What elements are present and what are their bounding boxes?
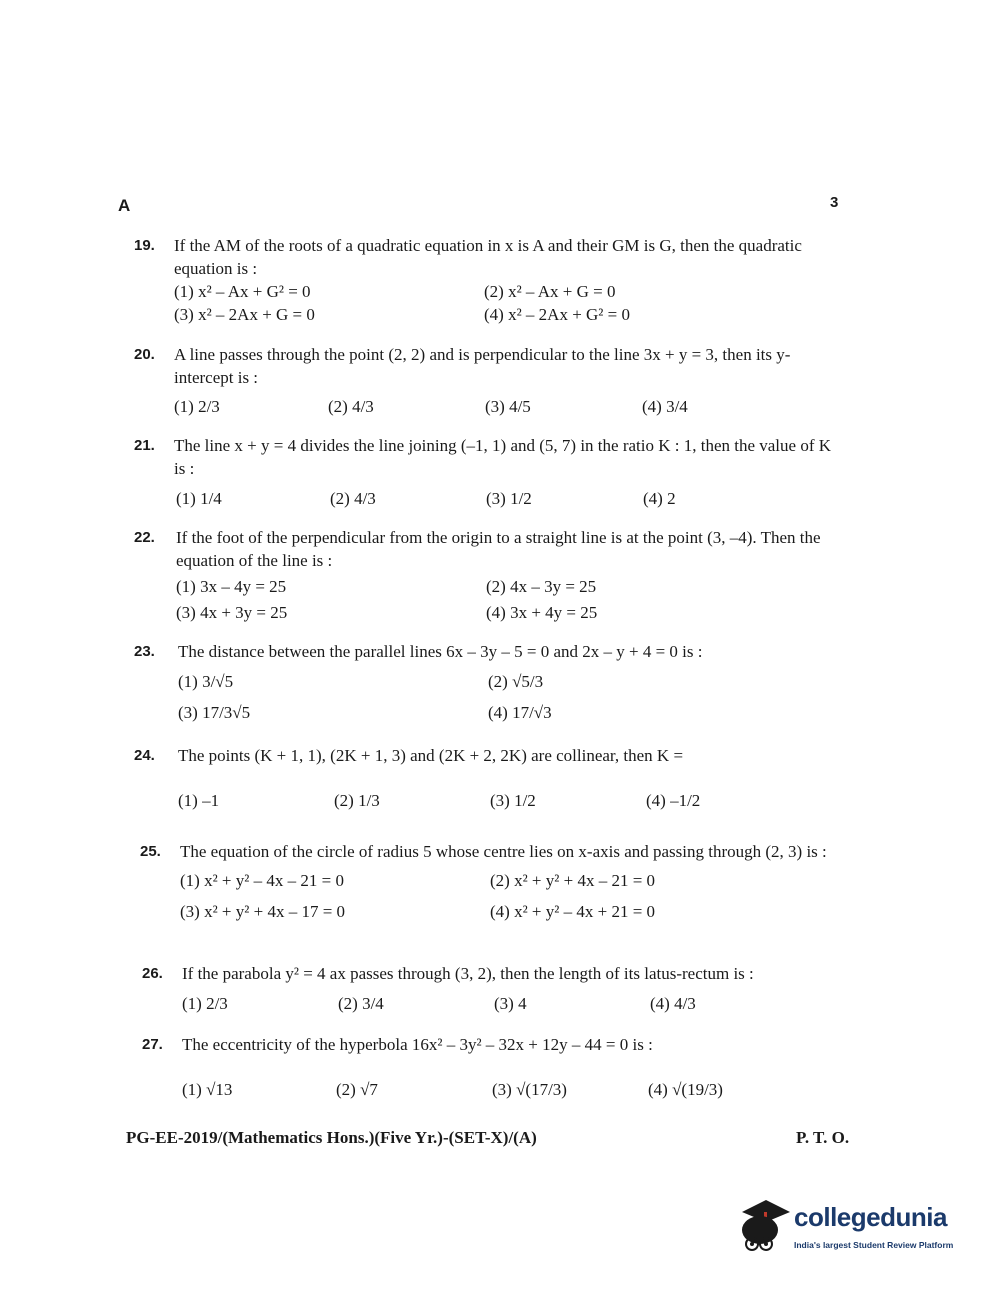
option-3: (3) 1/2: [490, 791, 536, 810]
question-number: 23.: [134, 643, 155, 660]
question-23: [134, 640, 846, 724]
question-26: [134, 962, 846, 1015]
question-text: If the foot of the perpendicular from the origin to a straight line is at the point (3, –4). Then the equation of the line is :: [176, 528, 821, 570]
option-3: (3) 17/3√5: [178, 703, 251, 722]
option-3: (3) 4/5: [485, 397, 531, 416]
option-3: (3) √(17/3): [492, 1080, 567, 1099]
option-1: (1) 2/3: [182, 994, 228, 1013]
question-22: [134, 526, 846, 624]
question-20: [134, 343, 846, 418]
option-2: (2) 4x – 3y = 25: [486, 577, 597, 596]
mascot-icon: [736, 1196, 792, 1262]
option-4: (4) x² – 2Ax + G² = 0: [484, 305, 630, 324]
question-number: 25.: [140, 843, 161, 860]
option-4: (4) 3/4: [642, 397, 688, 416]
brand-tagline: India's largest Student Review Platform: [794, 1240, 954, 1250]
option-3: (3) x² – 2Ax + G = 0: [174, 305, 315, 324]
question-27: [134, 1033, 846, 1101]
option-4: (4) 17/√3: [488, 703, 552, 722]
watermark-logo: [736, 1196, 966, 1262]
question-number: 26.: [142, 965, 163, 982]
option-4: (4) 2: [643, 489, 676, 508]
pto-label: P. T. O.: [796, 1128, 850, 1147]
option-2: (2) x² – Ax + G = 0: [484, 282, 616, 301]
option-1: (1) 3x – 4y = 25: [176, 577, 287, 596]
option-3: (3) 4x + 3y = 25: [176, 603, 288, 622]
brand-name: collegedunia: [794, 1202, 947, 1232]
option-1: (1) –1: [178, 791, 220, 810]
option-1: (1) 3/√5: [178, 672, 234, 691]
option-3: (3) 1/2: [486, 489, 532, 508]
page-number: 3: [830, 194, 839, 211]
option-1: (1) 2/3: [174, 397, 220, 416]
question-text: The points (K + 1, 1), (2K + 1, 3) and (2K + 2, 2K) are collinear, then K =: [178, 746, 684, 765]
option-4: (4) –1/2: [646, 791, 701, 810]
option-2: (2) √5/3: [488, 672, 544, 691]
question-19: [134, 234, 846, 326]
option-4: (4) √(19/3): [648, 1080, 723, 1099]
question-number: 27.: [142, 1036, 163, 1053]
option-1: (1) √13: [182, 1080, 233, 1099]
question-21: [134, 434, 846, 510]
option-2: (2) 4/3: [330, 489, 376, 508]
question-number: 21.: [134, 437, 155, 454]
set-label: A: [118, 196, 131, 215]
question-text: The line x + y = 4 divides the line joining (–1, 1) and (5, 7) in the ratio K : 1, then the value of K is :: [174, 436, 832, 478]
option-4: (4) 4/3: [650, 994, 696, 1013]
question-number: 22.: [134, 529, 155, 546]
option-2: (2) x² + y² + 4x – 21 = 0: [490, 871, 656, 890]
option-2: (2) 1/3: [334, 791, 380, 810]
option-2: (2) √7: [336, 1080, 378, 1099]
option-3: (3) x² + y² + 4x – 17 = 0: [180, 902, 346, 921]
question-text: The eccentricity of the hyperbola 16x² – 3y² – 32x + 12y – 44 = 0 is :: [182, 1035, 653, 1054]
question-number: 24.: [134, 747, 155, 764]
option-1: (1) 1/4: [176, 489, 222, 508]
question-text: If the AM of the roots of a quadratic equation in x is A and their GM is G, then the quadratic equation is :: [174, 236, 802, 278]
question-text: The equation of the circle of radius 5 whose centre lies on x-axis and passing through (2, 3) is :: [180, 842, 827, 861]
option-2: (2) 4/3: [328, 397, 374, 416]
question-24: [134, 744, 846, 812]
question-number: 20.: [134, 346, 155, 363]
option-4: (4) 3x + 4y = 25: [486, 603, 598, 622]
question-number: 19.: [134, 237, 155, 254]
question-text: The distance between the parallel lines 6x – 3y – 5 = 0 and 2x – y + 4 = 0 is :: [178, 642, 703, 661]
question-text: If the parabola y² = 4 ax passes through (3, 2), then the length of its latus-rectum is :: [182, 964, 754, 983]
option-3: (3) 4: [494, 994, 527, 1013]
option-1: (1) x² – Ax + G² = 0: [174, 282, 311, 301]
option-1: (1) x² + y² – 4x – 21 = 0: [180, 871, 344, 890]
question-text: A line passes through the point (2, 2) and is perpendicular to the line 3x + y = 3, then its y-intercept is :: [174, 345, 791, 387]
option-4: (4) x² + y² – 4x + 21 = 0: [490, 902, 656, 921]
option-2: (2) 3/4: [338, 994, 384, 1013]
question-25: [134, 840, 846, 923]
exam-code: PG-EE-2019/(Mathematics Hons.)(Five Yr.)-(SET-X)/(A): [126, 1128, 537, 1147]
